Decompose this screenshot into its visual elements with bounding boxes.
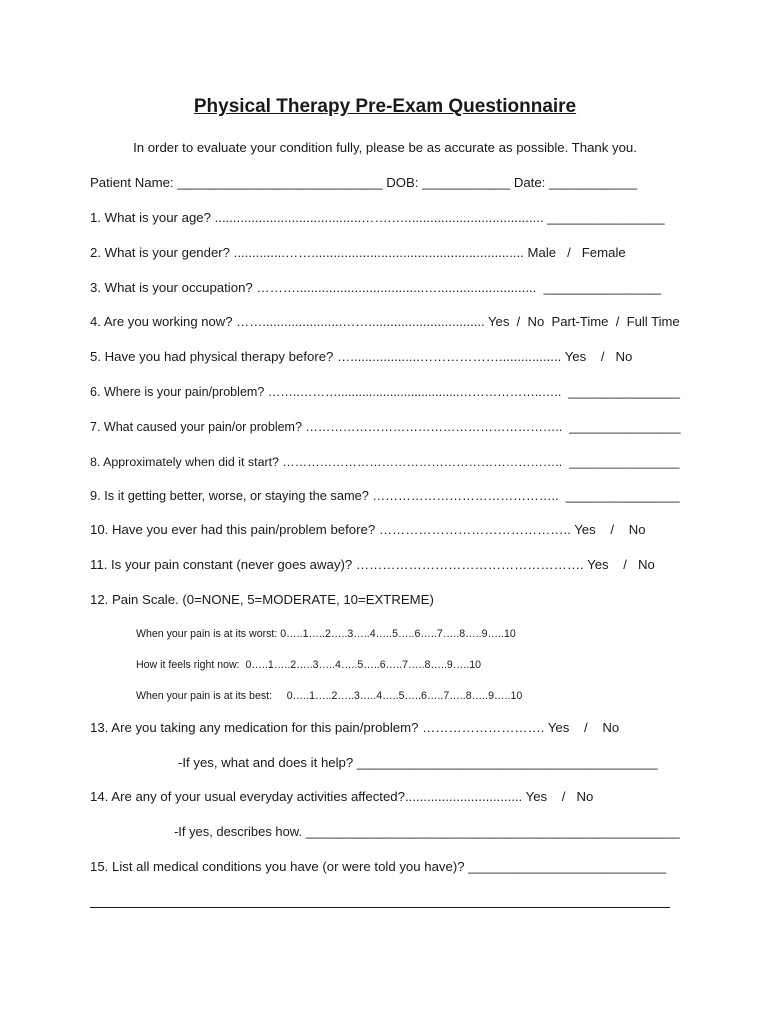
pain-scale-worst[interactable]: When your pain is at its worst: 0…..1…..2…..3…..4…..5…..6…..7…..8…..9…..10	[136, 628, 516, 640]
question-2[interactable]: 2. What is your gender? ..............…….......................................................... Male / Female	[90, 245, 626, 260]
pain-scale-best[interactable]: When your pain is at its best: 0…..1…..2…..3…..4…..5…..6…..7…..8…..9…..10	[136, 690, 523, 702]
question-14-followup[interactable]: -If yes, describes how. ____________________________________________________	[174, 824, 680, 839]
question-15[interactable]: 15. List all medical conditions you have (or were told you have)? ___________________________	[90, 859, 667, 874]
question-6[interactable]: 6. Where is your pain/problem? ……..………...................................………………..….. ________________	[90, 385, 680, 399]
page-title: Physical Therapy Pre-Exam Questionnaire	[193, 96, 577, 117]
question-9[interactable]: 9. Is it getting better, worse, or staying the same? …………………………………….. ________________	[90, 488, 680, 503]
question-13-followup[interactable]: -If yes, what and does it help? _________________________________________	[178, 755, 658, 770]
question-14[interactable]: 14. Are any of your usual everyday activities affected?................................ Yes / No	[90, 789, 594, 804]
question-12: 12. Pain Scale. (0=NONE, 5=MODERATE, 10=EXTREME)	[90, 592, 434, 607]
question-7[interactable]: 7. What caused your pain/or problem? …………………………………………………….. ________________	[90, 420, 681, 434]
patient-info-line[interactable]: Patient Name: ____________________________ DOB: ____________ Date: ____________	[90, 175, 638, 190]
question-10[interactable]: 10. Have you ever had this pain/problem before? …………………………………….. Yes / No	[90, 522, 646, 537]
question-3[interactable]: 3. What is your occupation? ………...................................…........................... ________________	[90, 280, 661, 295]
question-13[interactable]: 13. Are you taking any medication for this pain/problem? ………………………. Yes / No	[90, 720, 620, 735]
question-8[interactable]: 8. Approximately when did it start? ………………………………………………………….. ________________	[90, 455, 680, 469]
question-11[interactable]: 11. Is your pain constant (never goes away)? ……………………………………………. Yes / No	[90, 557, 655, 572]
pain-scale-now[interactable]: How it feels right now: 0…..1…..2…..3…..4…..5…..6…..7…..8…..9…..10	[136, 659, 482, 671]
question-4[interactable]: 4. Are you working now? ……......................……................................ Yes / No Part-Time / Full Time	[90, 314, 680, 329]
intro-text: In order to evaluate your condition fully, please be as accurate as possible. Thank you.	[133, 140, 637, 155]
answer-line[interactable]	[90, 907, 670, 908]
question-1[interactable]: 1. What is your age? ........................................…….…...................................... ________________	[90, 210, 665, 225]
question-5[interactable]: 5. Have you had physical therapy before? …...................………………................. Yes / No	[90, 349, 633, 364]
